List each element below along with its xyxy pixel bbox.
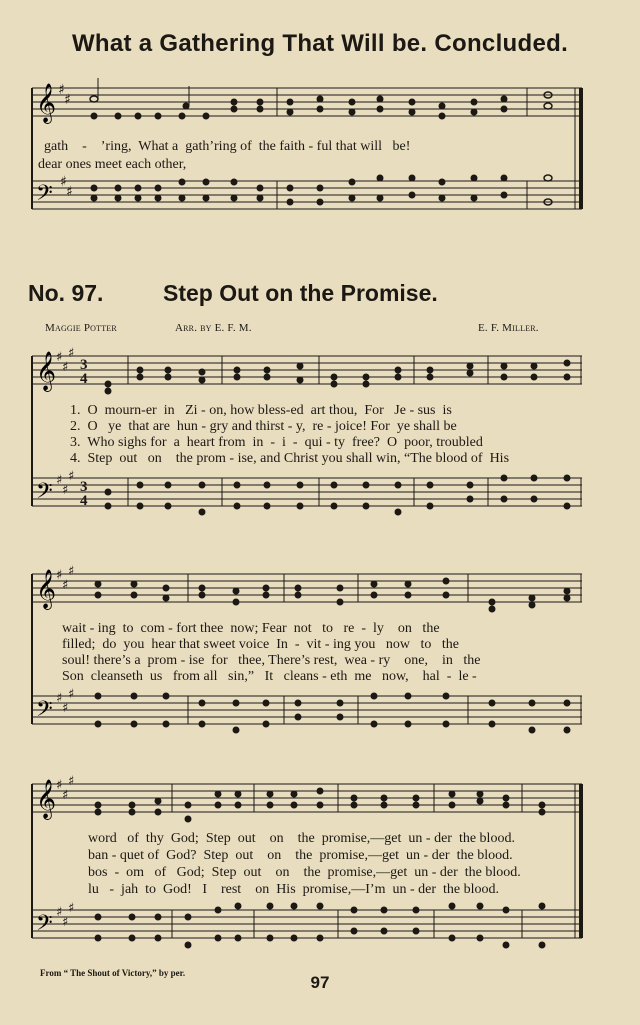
svg-text:3: 3 (80, 479, 88, 495)
system-2-lyric-1: wait - ing to com - fort thee now; Fear not to re - ly on the (62, 621, 440, 636)
music-system-1 (22, 342, 588, 540)
svg-text:♯: ♯ (68, 774, 75, 789)
top-lyric-line-2: dear ones meet each other, (38, 157, 187, 172)
svg-text:4: 4 (80, 371, 88, 387)
svg-text:♯: ♯ (56, 691, 63, 706)
composer-credit: E. F. Miller. (478, 322, 539, 334)
svg-text:𝄢: 𝄢 (36, 697, 53, 727)
system-2-lyric-3: soul! there’s a prom - ise for thee, There’s rest, wea - ry one, in the (62, 653, 481, 668)
svg-text:3: 3 (80, 357, 88, 373)
svg-text:♯: ♯ (64, 92, 71, 108)
svg-text:𝄞: 𝄞 (36, 83, 57, 123)
svg-text:𝄞: 𝄞 (36, 351, 57, 391)
system-3-lyric-4: lu - jah to God! I rest on His promise,—I’m un - der the blood. (88, 882, 499, 897)
svg-text:♯: ♯ (62, 578, 69, 593)
svg-text:𝄢: 𝄢 (36, 911, 53, 941)
svg-text:4: 4 (80, 493, 88, 509)
system-3-lyric-2: ban - quet of God? Step out on the promise,—get un - der the blood. (88, 848, 513, 863)
svg-text:♯: ♯ (56, 905, 63, 920)
svg-text:𝄢: 𝄢 (36, 181, 53, 211)
system-2-lyric-2: filled; do you hear that sweet voice In - vit - ing you now to the (62, 637, 459, 652)
system-2-lyric-4: Son cleanseth us from all sin,” It cleans - eth me now, hal - le - (62, 669, 477, 684)
lyricist-credit: Maggie Potter (45, 322, 117, 334)
svg-text:♯: ♯ (60, 174, 67, 190)
source-footnote: From “ The Shout of Victory,” by per. (40, 968, 186, 978)
svg-text:𝄞: 𝄞 (36, 569, 57, 609)
top-music-system (22, 76, 588, 231)
music-system-3 (22, 770, 588, 960)
svg-text:♯: ♯ (68, 687, 75, 702)
system-1-lyric-1: 1. O mourn-er in Zi - on, how bless-ed art thou, For Je - sus is (70, 403, 452, 418)
svg-text:♯: ♯ (68, 469, 75, 484)
top-lyric-line-1: gath - ’ring, What a gath’ring of the faith - ful that will be! (44, 139, 411, 154)
svg-text:♯: ♯ (62, 483, 69, 498)
svg-text:♯: ♯ (56, 568, 63, 583)
svg-text:♯: ♯ (66, 184, 73, 200)
svg-text:♯: ♯ (56, 350, 63, 365)
music-system-2 (22, 560, 588, 758)
system-1-lyric-4: 4. Step out on the prom - ise, and Christ you shall win, “The blood of His (70, 451, 510, 466)
svg-text:♯: ♯ (68, 901, 75, 916)
hymn-title: Step Out on the Promise. (163, 280, 438, 306)
system-1-lyric-3: 3. Who sighs for a heart from in - i - qui - ty free? O poor, troubled (70, 435, 483, 450)
hymn-number: No. 97. (28, 280, 104, 306)
svg-text:♯: ♯ (68, 564, 75, 579)
svg-text:𝄞: 𝄞 (36, 779, 57, 819)
svg-text:♯: ♯ (56, 473, 63, 488)
arranger-credit: Arr. by E. F. M. (175, 322, 252, 334)
svg-text:♯: ♯ (62, 360, 69, 375)
svg-text:♯: ♯ (68, 346, 75, 361)
svg-text:♯: ♯ (62, 788, 69, 803)
system-3-lyric-1: word of thy God; Step out on the promise,—get un - der the blood. (88, 831, 515, 846)
system-1-lyric-2: 2. O ye that are hun - gry and thirst - y, re - joice! For ye shall be (70, 419, 457, 434)
svg-text:♯: ♯ (62, 701, 69, 716)
svg-text:♯: ♯ (58, 82, 65, 98)
page-title: What a Gathering That Will be. Concluded. (71, 30, 569, 57)
svg-text:𝄢: 𝄢 (36, 479, 53, 509)
system-3-lyric-3: bos - om of God; Step out on the promise,—get un - der the blood. (88, 865, 521, 880)
svg-text:♯: ♯ (56, 778, 63, 793)
page-number: 97 (310, 973, 330, 992)
svg-text:♯: ♯ (62, 915, 69, 930)
